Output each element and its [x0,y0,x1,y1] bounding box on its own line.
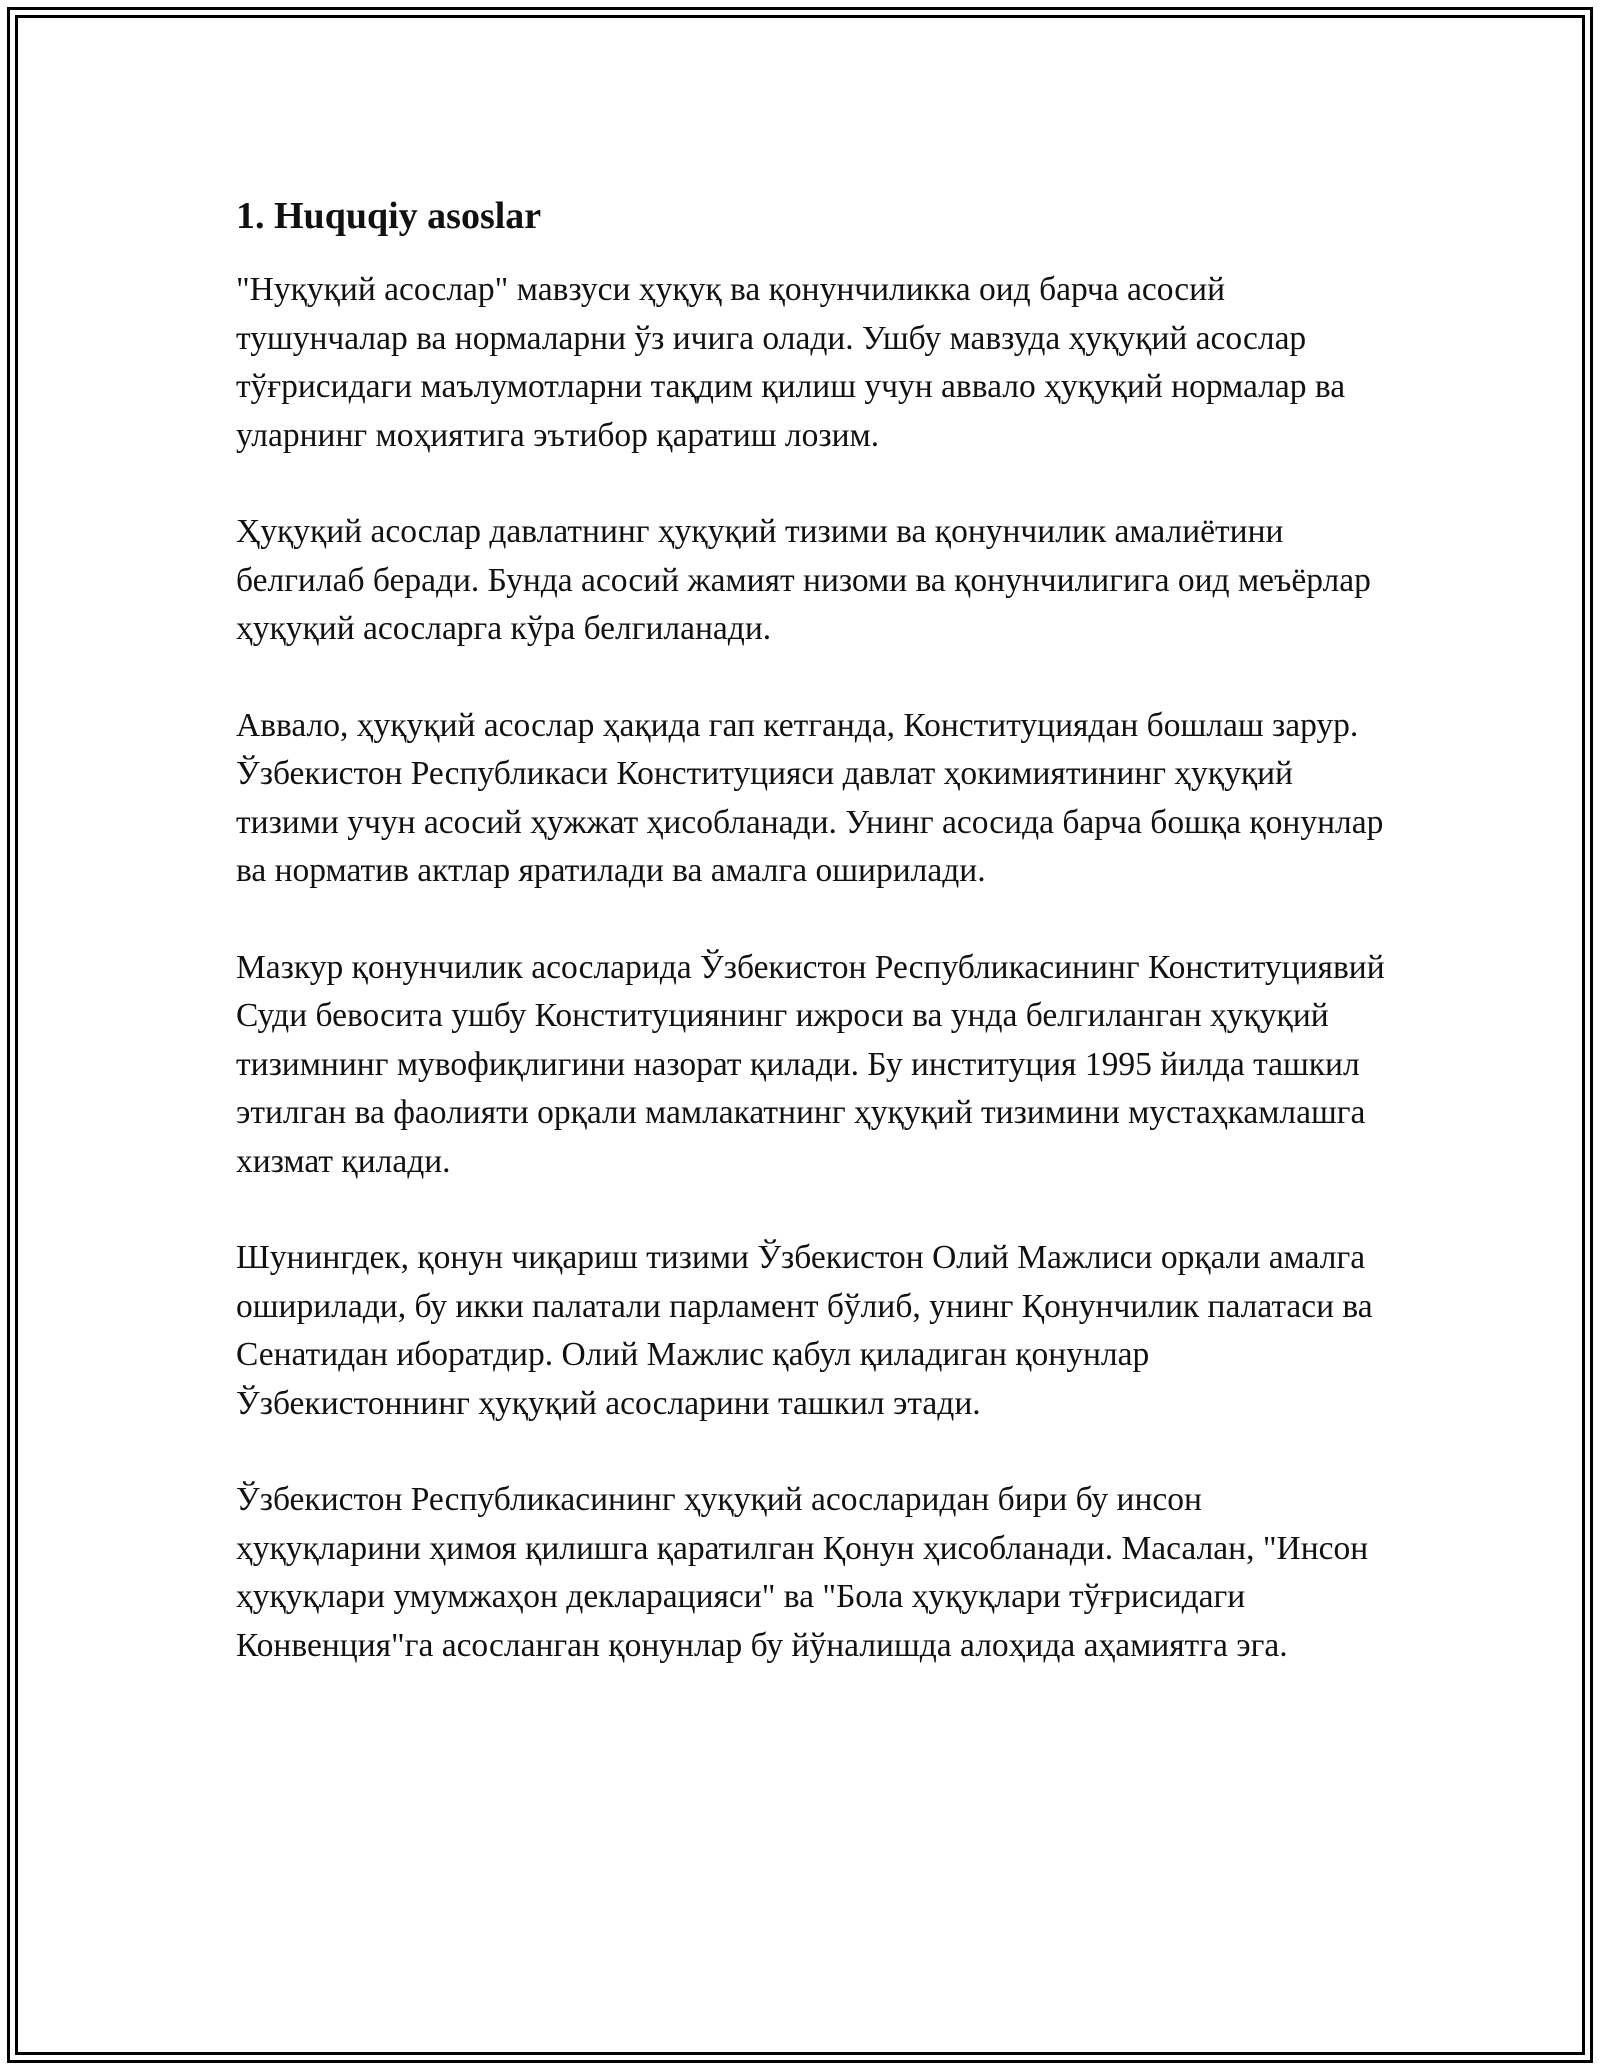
paragraph-5: Шунингдек, қонун чиқариш тизими Ўзбекистон Олий Мажлиси орқали амалга оширилади, бу икки палатали парламент бўлиб, унинг Қонунчилик палатаси ва Сенатидан иборатдир. Олий Мажлис қабул қиладиган қонунлар Ўзбекистоннинг ҳуқуқий асосларини ташкил этади. [236,1239,1373,1422]
paragraph-6: Ўзбекистон Республикасининг ҳуқуқий асосларидан бири бу инсон ҳуқуқларини ҳимоя қилишга қаратилган Қонун ҳисобланади. Масалан, "Инсон ҳуқуқлари умумжаҳон декларацияси" ва "Бола ҳуқуқлари тўғрисидаги Конвенция"га асосланган қонунлар бу йўналишда алоҳида аҳамиятга эга. [236,1481,1369,1664]
section-heading: 1. Huquqiy asoslar [236,195,542,237]
paragraph-3: Аввало, ҳуқуқий асослар ҳақида гап кетганда, Конституциядан бошлаш зарур. Ўзбекистон Республикаси Конституцияси давлат ҳокимиятининг ҳуқуқий тизими учун асосий ҳужжат ҳисобланади. Унинг асосида барча бошқа қонунлар ва норматив актлар яратилади ва амалга оширилади. [236,706,1384,889]
paragraph-2: Ҳуқуқий асослар давлатнинг ҳуқуқий тизими ва қонунчилик амалиётини белгилаб беради. Бунда асосий жамият низоми ва қонунчилигига оид меъёрлар ҳуқуқий асосларга кўра белгиланади. [236,513,1371,647]
document-body [236,184,1386,1718]
paragraph-1: "Нуқуқий асослар" мавзуси ҳуқуқ ва қонунчиликка оид барча асосий тушунчалар ва нормаларни ўз ичига олади. Ушбу мавзуда ҳуқуқий асослар тўғрисидаги маълумотларни тақдим қилиш учун аввало ҳуқуқий нормалар ва уларнинг моҳиятига эътибор қаратиш лозим. [236,271,1346,454]
paragraph-4: Мазкур қонунчилик асосларида Ўзбекистон Республикасининг Конституциявий Суди бевосита ушбу Конституциянинг ижроси ва унда белгиланган ҳуқуқий тизимнинг мувофиқлигини назорат қилади. Бу институция 1995 йилда ташкил этилган ва фаолияти орқали мамлакатнинг ҳуқуқий тизимини мустаҳкамлашга хизмат қилади. [236,948,1385,1180]
